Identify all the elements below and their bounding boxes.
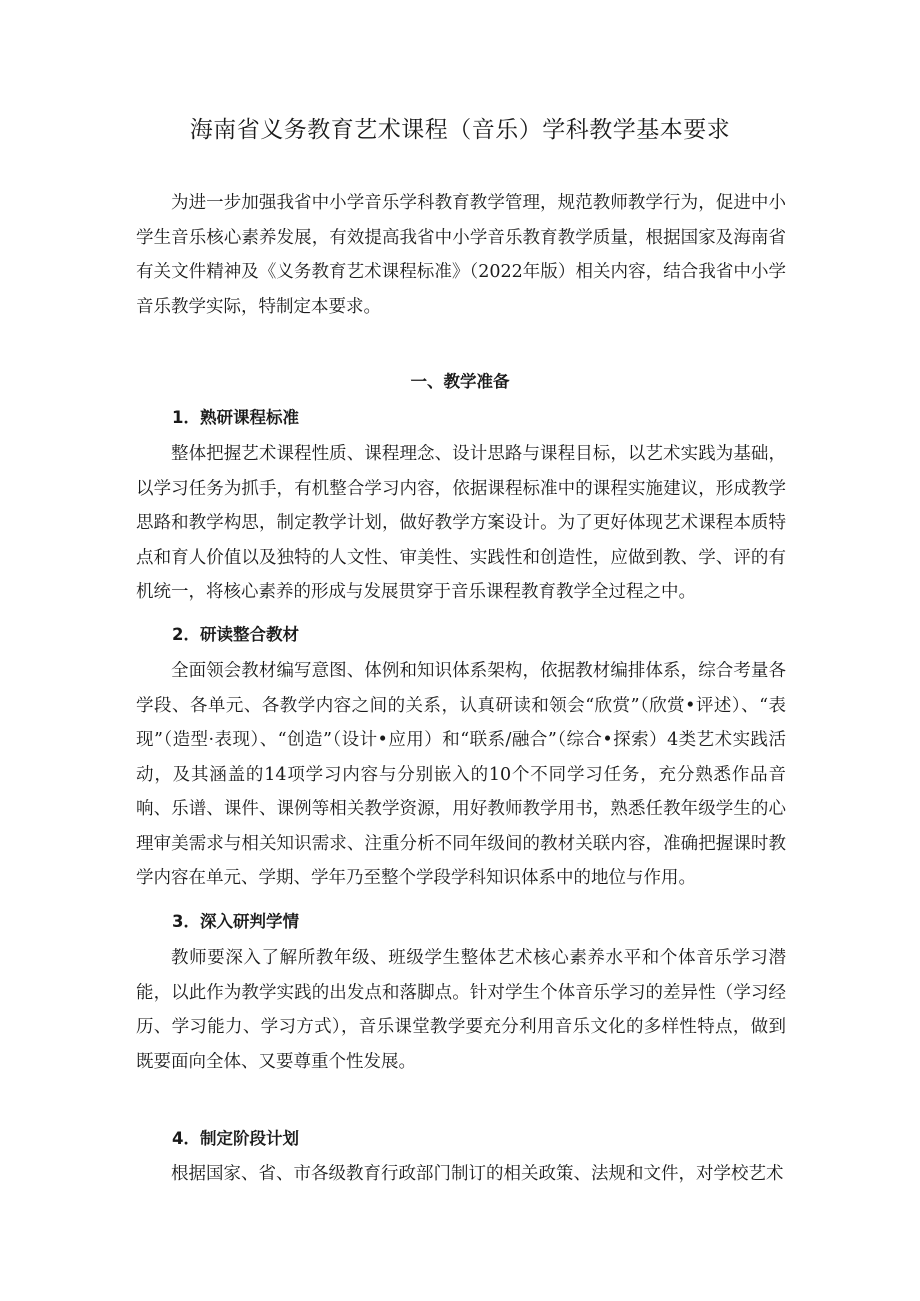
subsection-body-4: 根据国家、省、市各级教育行政部门制订的相关政策、法规和文件，对学校艺术 [171,1164,784,1184]
subsection-body-3: 教师要深入了解所教年级、班级学生整体艺术核心素养水平和个体音乐学习潜能，以此作为教学实践的出发点和落脚点。针对学生个体音乐学习的差异性（学习经历、学习能力、学习方式），音乐课堂教学要充分利用音乐文化的多样性特点，做到既要面向全体、又要尊重个性发展。 [136,948,786,1072]
subsection-heading-3: 3．深入研判学情 [172,912,299,931]
section-heading-teaching-preparation: 一、教学准备 [410,372,510,391]
subsection-heading-2: 2．研读整合教材 [172,625,299,644]
subsection-heading-4: 4．制定阶段计划 [172,1129,299,1148]
subsection-heading-1: 1．熟研课程标准 [172,408,299,427]
subsection-body-1: 整体把握艺术课程性质、课程理念、设计思路与课程目标，以艺术实践为基础，以学习任务为抓手，有机整合学习内容，依据课程标准中的课程实施建议，形成教学思路和教学构思，制定教学计划，做好教学方案设计。为了更好体现艺术课程本质特点和育人价值以及独特的人文性、审美性、实践性和创造性，应做到教、学、评的有机统一，将核心素养的形成与发展贯穿于音乐课程教育教学全过程之中。 [136,444,786,602]
intro-paragraph: 为进一步加强我省中小学音乐学科教育教学管理，规范教师教学行为，促进中小学生音乐核心素养发展，有效提高我省中小学音乐教育教学质量，根据国家及海南省有关文件精神及《义务教育艺术课程标准》（2022年版）相关内容，结合我省中小学音乐教学实际，特制定本要求。 [136,193,786,317]
subsection-body-2: 全面领会教材编写意图、体例和知识体系架构，依据教材编排体系，综合考量各学段、各单元、各教学内容之间的关系，认真研读和领会“欣赏”（欣赏•评述）、“表现”（造型·表现）、“创造”（设计•应用）和“联系/融合”（综合•探索）4类艺术实践活动，及其涵盖的14项学习内容与分别嵌入的10个不同学习任务，充分熟悉作品音响、乐谱、课件、课例等相关教学资源，用好教师教学用书，熟悉任教年级学生的心理审美需求与相关知识需求、注重分析不同年级间的教材关联内容，准确把握课时教学内容在单元、学期、学年乃至整个学段学科知识体系中的地位与作用。 [136,661,786,888]
document-title: 海南省义务教育艺术课程（音乐）学科教学基本要求 [189,117,731,143]
